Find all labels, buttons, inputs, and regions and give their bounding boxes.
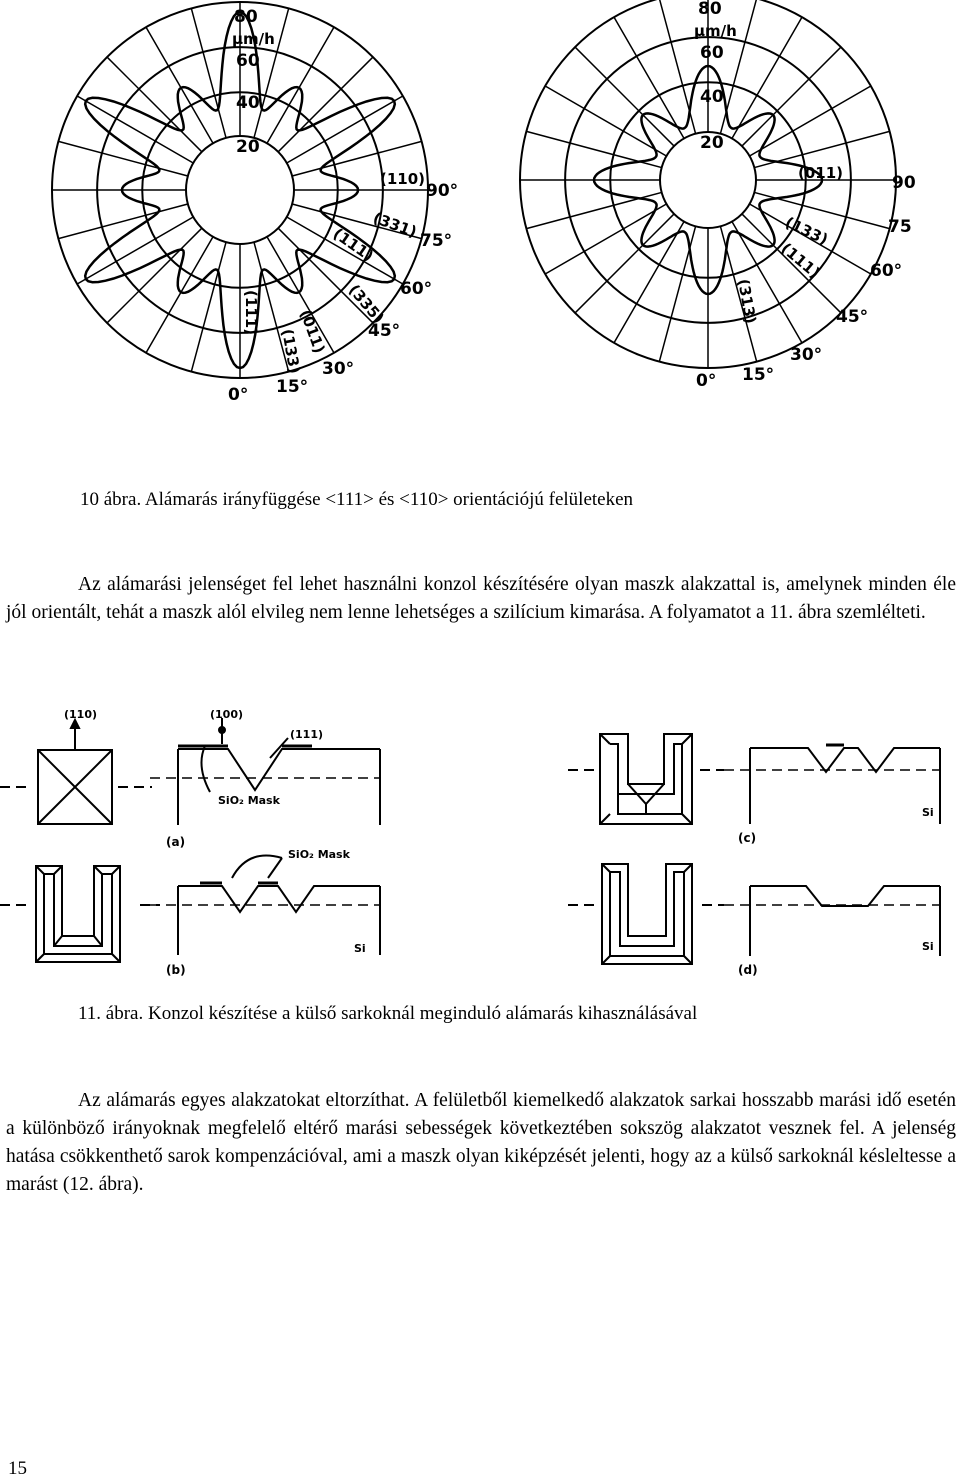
plane-label: (313)	[734, 277, 760, 326]
label-si-b: Si	[354, 942, 366, 955]
label-si-d: Si	[922, 940, 934, 953]
panel-b-label: (b)	[166, 963, 186, 977]
left-plot-labels	[228, 7, 458, 405]
label-111: (111)	[290, 728, 324, 741]
grid-spoke	[146, 27, 213, 143]
radial-label: 20	[236, 137, 260, 157]
grid-spoke	[58, 141, 187, 176]
radial-label: 40	[700, 87, 724, 107]
radial-label: 60	[236, 51, 260, 71]
plane-label: (111)	[777, 239, 824, 283]
panel-a-mask-top-view	[0, 720, 152, 824]
plane-label: (335)	[344, 281, 388, 328]
grid-spoke	[146, 237, 213, 353]
radial-label: 60	[700, 43, 724, 63]
angle-label: 15°	[742, 365, 775, 385]
angle-label: 75°	[420, 231, 453, 251]
angle-label: 60°	[400, 279, 433, 299]
paragraph-2	[6, 1087, 956, 1199]
figure-11-caption	[78, 1003, 697, 1025]
angle-label: 90°	[426, 181, 459, 201]
angle-label: 30°	[790, 345, 823, 365]
angle-label: 75	[888, 217, 912, 237]
panel-a-cross-section	[150, 718, 380, 825]
label-mask-a: SiO₂ Mask	[218, 794, 280, 807]
panel-d-mask-top-view	[568, 864, 724, 964]
figure-10-polar-plots	[0, 0, 960, 470]
panel-c-mask-top-view	[568, 734, 724, 824]
paragraph-2-text: Az alámarás egyes alakzatokat eltorzíthat. A felületből kiemelkedő alakzatok sarkai hosszabb marási idő esetén a különböző irányoknak megfelelő eltérő marási sebességek következtében sokszög alakzatot vesznek fel. A jelenség hatása csökkenthető sarok kompenzációval, ami a maszk olyan kiképzését jelenti, hogy az a külső sarkoknál késleltesse a marást (12. ábra).	[6, 1090, 956, 1195]
angle-label: 30°	[322, 359, 355, 379]
figure-11-diagram	[0, 700, 960, 985]
plane-label: (133)	[278, 327, 304, 376]
figure-10-caption	[80, 489, 633, 511]
plane-label: (111)	[242, 290, 260, 336]
angle-label: 0°	[228, 385, 249, 405]
radial-unit: µm/h	[232, 30, 275, 48]
plane-label: (110)	[380, 170, 426, 188]
panel-c-label: (c)	[738, 831, 757, 845]
plane-label: (111)	[329, 224, 377, 266]
radial-label: 40	[236, 93, 260, 113]
angle-label: 15°	[276, 377, 309, 397]
panel-a-label: (a)	[166, 835, 186, 849]
plane-label: (011)	[798, 164, 844, 182]
plane-label: (011)	[296, 307, 329, 356]
grid-spoke	[58, 204, 187, 239]
panel-c-cross-section	[724, 745, 940, 824]
angle-label: 0°	[696, 371, 717, 391]
angle-label: 45°	[836, 307, 869, 327]
radial-label: 20	[700, 133, 724, 153]
panel-b-mask-top-view	[0, 866, 160, 962]
label-110: (110)	[64, 708, 98, 721]
panel-b-cross-section	[150, 856, 380, 956]
figure-10-caption-text: Alámarás irányfüggése <111> és <110> orientációjú felületeken	[144, 489, 634, 510]
paragraph-1	[6, 571, 956, 627]
radial-unit: µm/h	[694, 22, 737, 40]
figure-11-caption-number: 11. ábra.	[78, 1003, 144, 1024]
label-si-c: Si	[922, 806, 934, 819]
paragraph-1-text: Az alámarási jelenséget fel lehet használni konzol készítésére olyan maszk alakzattal is, amelynek minden éle jól orientált, tehát a maszk alól elvileg nem lenne lehetséges a szilícium kimarása. A folyamatot a 11. ábra szemlélteti.	[6, 574, 956, 623]
angle-label: 60°	[870, 261, 903, 281]
figure-10-caption-number: 10 ábra.	[80, 489, 142, 510]
angle-label: 45°	[368, 321, 401, 341]
panel-d-cross-section	[724, 886, 940, 956]
radial-label: 80	[698, 0, 722, 19]
label-mask-b: SiO₂ Mask	[288, 848, 350, 861]
angle-label: 90	[892, 173, 916, 193]
radial-label: 80	[234, 7, 258, 27]
panel-d-label: (d)	[738, 963, 758, 977]
plane-label: (133)	[782, 213, 831, 249]
plane-label: (331)	[370, 208, 420, 242]
page-number: 15	[8, 1458, 27, 1479]
label-100: (100)	[210, 708, 244, 721]
figure-11-caption-text: Konzol készítése a külső sarkoknál meginduló alámarás kihasználásával	[148, 1003, 698, 1024]
grid-spoke	[267, 27, 334, 143]
